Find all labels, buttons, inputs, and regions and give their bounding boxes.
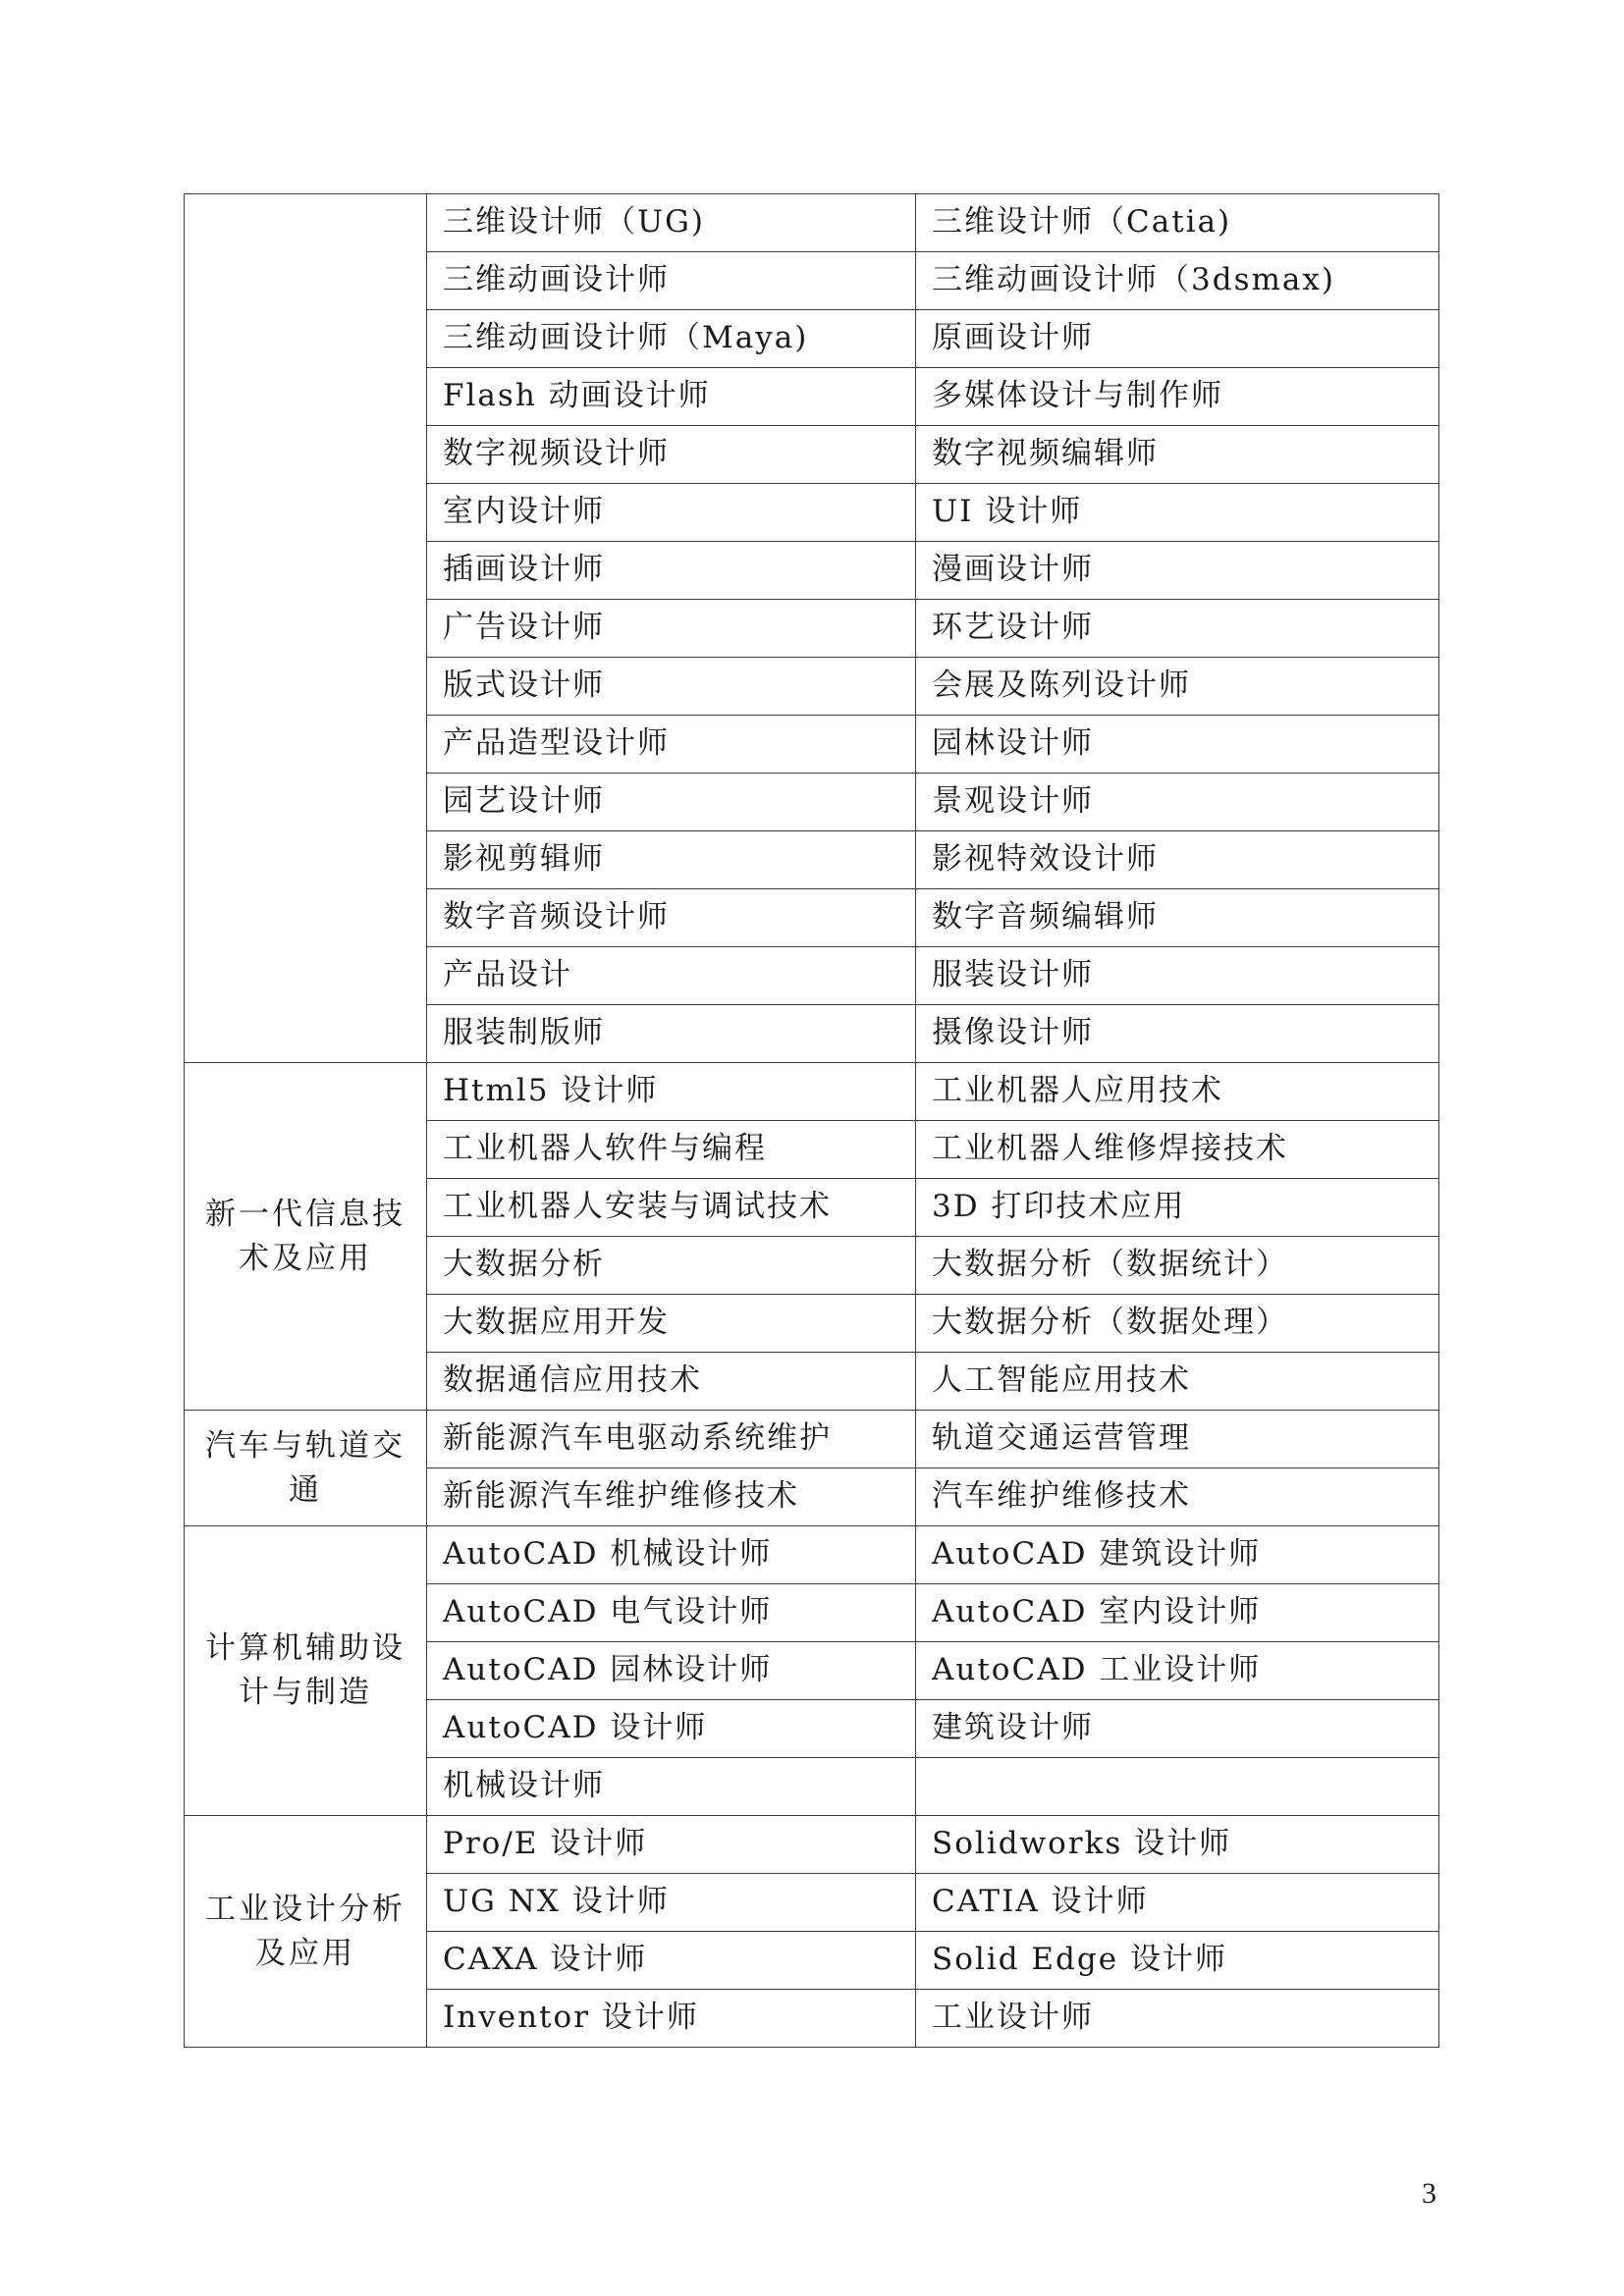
occupation-cell-right: 数字视频编辑师 (916, 426, 1439, 484)
table-row (185, 194, 1439, 252)
table-row (185, 1063, 1439, 1121)
occupation-cell-left: 数字视频设计师 (427, 426, 916, 484)
occupation-cell-left: 产品造型设计师 (427, 716, 916, 774)
occupation-cell-right: 三维设计师（Catia) (916, 194, 1439, 252)
occupation-cell-left: 服装制版师 (427, 1005, 916, 1063)
occupation-cell-right: 影视特效设计师 (916, 831, 1439, 889)
occupation-cell-right: 汽车维护维修技术 (916, 1468, 1439, 1526)
occupation-cell-left: 大数据应用开发 (427, 1295, 916, 1353)
occupation-cell-right: 工业机器人维修焊接技术 (916, 1121, 1439, 1179)
table-row (185, 1816, 1439, 1874)
occupation-table (184, 193, 1439, 2048)
occupation-cell-right: 人工智能应用技术 (916, 1353, 1439, 1411)
occupation-cell-left: 产品设计 (427, 947, 916, 1005)
occupation-cell-right: 摄像设计师 (916, 1005, 1439, 1063)
occupation-cell-left: 数据通信应用技术 (427, 1353, 916, 1411)
occupation-cell-left: 工业机器人软件与编程 (427, 1121, 916, 1179)
occupation-table-body (185, 194, 1439, 2048)
occupation-cell-right: 工业机器人应用技术 (916, 1063, 1439, 1121)
occupation-cell-left: AutoCAD 园林设计师 (427, 1642, 916, 1700)
occupation-cell-right: 大数据分析（数据处理） (916, 1295, 1439, 1353)
occupation-cell-left: 广告设计师 (427, 600, 916, 658)
occupation-cell-left: AutoCAD 设计师 (427, 1700, 916, 1758)
occupation-cell-left: Inventor 设计师 (427, 1990, 916, 2048)
category-cell: 工业设计分析及应用 (185, 1816, 427, 2048)
occupation-cell-right: 园林设计师 (916, 716, 1439, 774)
category-cell (185, 194, 427, 1063)
page-number: 3 (1422, 2177, 1436, 2210)
occupation-cell-left: 版式设计师 (427, 658, 916, 716)
occupation-cell-left: Flash 动画设计师 (427, 368, 916, 426)
occupation-cell-left: Pro/E 设计师 (427, 1816, 916, 1874)
occupation-cell-left: CAXA 设计师 (427, 1932, 916, 1990)
category-cell: 计算机辅助设计与制造 (185, 1526, 427, 1816)
occupation-cell-right: 工业设计师 (916, 1990, 1439, 2048)
occupation-cell-left: 影视剪辑师 (427, 831, 916, 889)
occupation-cell-left: AutoCAD 机械设计师 (427, 1526, 916, 1584)
occupation-cell-left: 园艺设计师 (427, 774, 916, 831)
category-cell: 汽车与轨道交通 (185, 1411, 427, 1526)
occupation-cell-left: Html5 设计师 (427, 1063, 916, 1121)
occupation-cell-right: UI 设计师 (916, 484, 1439, 542)
occupation-cell-right: 大数据分析（数据统计） (916, 1237, 1439, 1295)
category-cell: 新一代信息技术及应用 (185, 1063, 427, 1411)
occupation-cell-right (916, 1758, 1439, 1816)
occupation-cell-right: 原画设计师 (916, 310, 1439, 368)
occupation-cell-right: AutoCAD 建筑设计师 (916, 1526, 1439, 1584)
table-row (185, 1411, 1439, 1468)
occupation-cell-right: Solid Edge 设计师 (916, 1932, 1439, 1990)
occupation-cell-right: 景观设计师 (916, 774, 1439, 831)
occupation-cell-right: 环艺设计师 (916, 600, 1439, 658)
occupation-cell-left: 新能源汽车维护维修技术 (427, 1468, 916, 1526)
table-row (185, 1526, 1439, 1584)
occupation-cell-right: CATIA 设计师 (916, 1874, 1439, 1932)
occupation-cell-right: 3D 打印技术应用 (916, 1179, 1439, 1237)
occupation-cell-right: 会展及陈列设计师 (916, 658, 1439, 716)
occupation-cell-right: 三维动画设计师（3dsmax) (916, 252, 1439, 310)
occupation-cell-left: 室内设计师 (427, 484, 916, 542)
occupation-cell-left: 数字音频设计师 (427, 889, 916, 947)
occupation-cell-right: 轨道交通运营管理 (916, 1411, 1439, 1468)
occupation-cell-left: 工业机器人安装与调试技术 (427, 1179, 916, 1237)
occupation-cell-right: 数字音频编辑师 (916, 889, 1439, 947)
occupation-cell-left: 三维设计师（UG) (427, 194, 916, 252)
occupation-cell-right: 漫画设计师 (916, 542, 1439, 600)
occupation-cell-right: 多媒体设计与制作师 (916, 368, 1439, 426)
occupation-cell-left: 新能源汽车电驱动系统维护 (427, 1411, 916, 1468)
occupation-cell-right: AutoCAD 工业设计师 (916, 1642, 1439, 1700)
occupation-cell-left: 机械设计师 (427, 1758, 916, 1816)
occupation-cell-left: AutoCAD 电气设计师 (427, 1584, 916, 1642)
occupation-cell-left: 三维动画设计师 (427, 252, 916, 310)
occupation-cell-left: 大数据分析 (427, 1237, 916, 1295)
occupation-cell-left: 三维动画设计师（Maya) (427, 310, 916, 368)
occupation-cell-right: AutoCAD 室内设计师 (916, 1584, 1439, 1642)
occupation-cell-right: 服装设计师 (916, 947, 1439, 1005)
occupation-cell-left: UG NX 设计师 (427, 1874, 916, 1932)
occupation-cell-right: 建筑设计师 (916, 1700, 1439, 1758)
occupation-cell-right: Solidworks 设计师 (916, 1816, 1439, 1874)
occupation-cell-left: 插画设计师 (427, 542, 916, 600)
